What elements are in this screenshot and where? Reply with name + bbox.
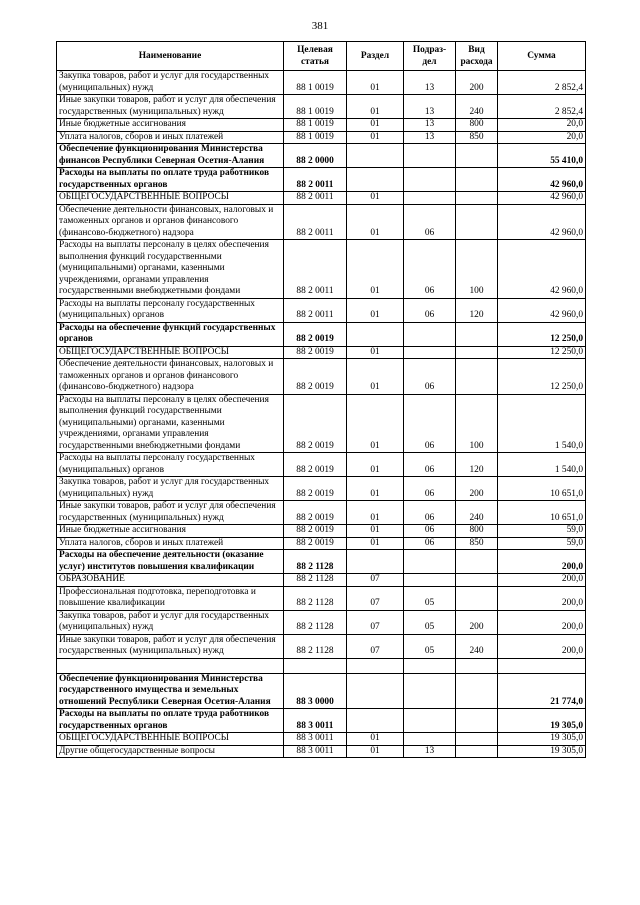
table-row xyxy=(57,168,586,192)
cell-subsection: 13 xyxy=(404,95,456,119)
cell-amount: 42 960,0 xyxy=(498,298,586,322)
cell-expense-kind: 120 xyxy=(456,298,498,322)
cell-name: Закупка товаров, работ и услуг для государственных (муниципальных) нужд xyxy=(57,610,284,634)
cell-amount: 2 852,4 xyxy=(498,71,586,95)
cell-subsection: 05 xyxy=(404,610,456,634)
cell-subsection: 06 xyxy=(404,359,456,395)
cell-amount: 1 540,0 xyxy=(498,394,586,453)
table-body xyxy=(57,71,586,758)
cell-name: ОБРАЗОВАНИЕ xyxy=(57,574,284,587)
cell-subsection xyxy=(404,673,456,709)
table-row xyxy=(57,453,586,477)
cell-target-article: 88 2 0000 xyxy=(284,144,347,168)
cell-section: 01 xyxy=(347,71,404,95)
cell-amount: 20,0 xyxy=(498,119,586,132)
cell-expense-kind xyxy=(456,346,498,359)
cell-amount: 200,0 xyxy=(498,586,586,610)
cell-section: 07 xyxy=(347,634,404,658)
cell-name: ОБЩЕГОСУДАРСТВЕННЫЕ ВОПРОСЫ xyxy=(57,346,284,359)
cell-expense-kind xyxy=(456,709,498,733)
cell-subsection xyxy=(404,346,456,359)
cell-subsection xyxy=(404,168,456,192)
table-row xyxy=(57,574,586,587)
cell-target-article: 88 2 0019 xyxy=(284,322,347,346)
table-row xyxy=(57,346,586,359)
cell-target-article: 88 2 1128 xyxy=(284,610,347,634)
cell-expense-kind: 240 xyxy=(456,501,498,525)
cell-amount: 42 960,0 xyxy=(498,168,586,192)
header-target-article: Целевая статья xyxy=(284,42,347,71)
table-row xyxy=(57,240,586,299)
cell-subsection: 06 xyxy=(404,537,456,550)
cell-section: 01 xyxy=(347,346,404,359)
table-row xyxy=(57,322,586,346)
cell-name: Иные бюджетные ассигнования xyxy=(57,525,284,538)
cell-subsection: 06 xyxy=(404,525,456,538)
budget-table xyxy=(56,41,586,758)
cell-subsection: 06 xyxy=(404,477,456,501)
cell-section: 01 xyxy=(347,394,404,453)
cell-target-article: 88 3 0011 xyxy=(284,745,347,758)
cell-amount: 42 960,0 xyxy=(498,240,586,299)
cell-expense-kind xyxy=(456,322,498,346)
cell-amount: 19 305,0 xyxy=(498,709,586,733)
cell-name: Закупка товаров, работ и услуг для государственных (муниципальных) нужд xyxy=(57,71,284,95)
cell-target-article: 88 2 0019 xyxy=(284,394,347,453)
header-amount: Сумма xyxy=(498,42,586,71)
table-row xyxy=(57,119,586,132)
cell-expense-kind xyxy=(456,144,498,168)
cell-expense-kind: 100 xyxy=(456,394,498,453)
cell-expense-kind: 240 xyxy=(456,634,498,658)
table-header-row xyxy=(57,42,586,71)
cell-name: Иные закупки товаров, работ и услуг для обеспечения государственных (муниципальных) нужд xyxy=(57,634,284,658)
cell-target-article: 88 2 0011 xyxy=(284,204,347,240)
cell-name: Уплата налогов, сборов и иных платежей xyxy=(57,537,284,550)
cell-expense-kind xyxy=(456,359,498,395)
cell-subsection: 06 xyxy=(404,298,456,322)
cell-name: Иные закупки товаров, работ и услуг для обеспечения государственных (муниципальных) нужд xyxy=(57,501,284,525)
table-row xyxy=(57,525,586,538)
table-row xyxy=(57,709,586,733)
table-row xyxy=(57,550,586,574)
cell-expense-kind xyxy=(456,192,498,205)
cell-amount: 59,0 xyxy=(498,525,586,538)
cell-subsection: 06 xyxy=(404,204,456,240)
cell-name: Расходы на выплаты персоналу государственных (муниципальных) органов xyxy=(57,298,284,322)
cell-name: Расходы на выплаты по оплате труда работников государственных органов xyxy=(57,168,284,192)
cell-subsection xyxy=(404,192,456,205)
cell-target-article: 88 3 0000 xyxy=(284,673,347,709)
header-section: Раздел xyxy=(347,42,404,71)
cell-amount: 12 250,0 xyxy=(498,322,586,346)
cell-expense-kind: 200 xyxy=(456,477,498,501)
cell-target-article: 88 2 0019 xyxy=(284,453,347,477)
table-row xyxy=(57,394,586,453)
table-row xyxy=(57,192,586,205)
cell-target-article: 88 2 0019 xyxy=(284,359,347,395)
cell-section: 01 xyxy=(347,240,404,299)
cell-amount: 200,0 xyxy=(498,610,586,634)
cell-name: Расходы на выплаты по оплате труда работников государственных органов xyxy=(57,709,284,733)
cell-subsection: 05 xyxy=(404,586,456,610)
cell-section: 01 xyxy=(347,192,404,205)
cell-target-article: 88 2 1128 xyxy=(284,574,347,587)
cell-target-article: 88 2 0011 xyxy=(284,192,347,205)
cell-section xyxy=(347,709,404,733)
cell-amount: 42 960,0 xyxy=(498,204,586,240)
cell-amount: 12 250,0 xyxy=(498,346,586,359)
table-row xyxy=(57,95,586,119)
cell-subsection: 05 xyxy=(404,634,456,658)
cell-target-article: 88 1 0019 xyxy=(284,95,347,119)
cell-name: Расходы на обеспечение деятельности (оказание услуг) институтов повышения квалификации xyxy=(57,550,284,574)
cell-target-article: 88 1 0019 xyxy=(284,119,347,132)
cell-name: Обеспечение деятельности финансовых, налоговых и таможенных органов и органов финансового (финансово-бюджетного) надзора xyxy=(57,359,284,395)
cell-expense-kind xyxy=(456,168,498,192)
cell-subsection: 06 xyxy=(404,240,456,299)
table-row xyxy=(57,477,586,501)
cell-expense-kind xyxy=(456,733,498,746)
cell-target-article: 88 2 0019 xyxy=(284,501,347,525)
cell-amount: 19 305,0 xyxy=(498,733,586,746)
cell-section: 01 xyxy=(347,477,404,501)
cell-expense-kind: 850 xyxy=(456,131,498,144)
cell-amount: 10 651,0 xyxy=(498,477,586,501)
cell-section: 01 xyxy=(347,525,404,538)
cell-subsection: 13 xyxy=(404,745,456,758)
cell-name: Обеспечение функционирования Министерства финансов Республики Северная Осетия-Алания xyxy=(57,144,284,168)
table-row xyxy=(57,745,586,758)
page-number: 381 xyxy=(311,20,329,32)
cell-expense-kind xyxy=(456,550,498,574)
spacer-cell xyxy=(404,658,456,673)
spacer-cell xyxy=(498,658,586,673)
table-row xyxy=(57,610,586,634)
spacer-cell xyxy=(347,658,404,673)
cell-expense-kind xyxy=(456,673,498,709)
cell-expense-kind xyxy=(456,586,498,610)
cell-subsection: 06 xyxy=(404,394,456,453)
cell-name: Закупка товаров, работ и услуг для государственных (муниципальных) нужд xyxy=(57,477,284,501)
cell-name: Профессиональная подготовка, переподготовка и повышение квалификации xyxy=(57,586,284,610)
cell-expense-kind: 800 xyxy=(456,525,498,538)
cell-expense-kind: 100 xyxy=(456,240,498,299)
cell-name: Иные закупки товаров, работ и услуг для обеспечения государственных (муниципальных) нужд xyxy=(57,95,284,119)
cell-target-article: 88 2 0011 xyxy=(284,298,347,322)
cell-amount: 12 250,0 xyxy=(498,359,586,395)
header-subsection: Подраз-дел xyxy=(404,42,456,71)
cell-section: 01 xyxy=(347,204,404,240)
cell-subsection: 13 xyxy=(404,119,456,132)
table-spacer-row xyxy=(57,658,586,673)
cell-subsection xyxy=(404,709,456,733)
cell-name: ОБЩЕГОСУДАРСТВЕННЫЕ ВОПРОСЫ xyxy=(57,192,284,205)
cell-expense-kind: 120 xyxy=(456,453,498,477)
cell-section xyxy=(347,673,404,709)
cell-subsection xyxy=(404,733,456,746)
table-row xyxy=(57,537,586,550)
cell-section: 01 xyxy=(347,359,404,395)
cell-target-article: 88 2 0011 xyxy=(284,240,347,299)
cell-subsection xyxy=(404,322,456,346)
cell-subsection: 06 xyxy=(404,501,456,525)
table-row xyxy=(57,298,586,322)
cell-section xyxy=(347,168,404,192)
cell-section: 01 xyxy=(347,745,404,758)
table-row xyxy=(57,673,586,709)
cell-amount: 20,0 xyxy=(498,131,586,144)
cell-section xyxy=(347,144,404,168)
cell-section: 07 xyxy=(347,574,404,587)
cell-expense-kind: 800 xyxy=(456,119,498,132)
table-row xyxy=(57,131,586,144)
spacer-cell xyxy=(57,658,284,673)
cell-section: 01 xyxy=(347,298,404,322)
cell-amount: 200,0 xyxy=(498,574,586,587)
cell-amount: 200,0 xyxy=(498,634,586,658)
table-row xyxy=(57,359,586,395)
cell-subsection: 06 xyxy=(404,453,456,477)
cell-amount: 59,0 xyxy=(498,537,586,550)
cell-name: Расходы на выплаты персоналу государственных (муниципальных) органов xyxy=(57,453,284,477)
cell-section: 07 xyxy=(347,586,404,610)
cell-target-article: 88 2 1128 xyxy=(284,634,347,658)
spacer-cell xyxy=(456,658,498,673)
cell-target-article: 88 3 0011 xyxy=(284,733,347,746)
header-expense-kind: Вид расхода xyxy=(456,42,498,71)
cell-amount: 42 960,0 xyxy=(498,192,586,205)
cell-section xyxy=(347,322,404,346)
cell-target-article: 88 3 0011 xyxy=(284,709,347,733)
cell-section: 07 xyxy=(347,610,404,634)
cell-section xyxy=(347,550,404,574)
cell-name: Обеспечение деятельности финансовых, налоговых и таможенных органов и органов финансового (финансово-бюджетного) надзора xyxy=(57,204,284,240)
cell-target-article: 88 2 0011 xyxy=(284,168,347,192)
cell-section: 01 xyxy=(347,501,404,525)
cell-target-article: 88 2 1128 xyxy=(284,550,347,574)
cell-target-article: 88 2 0019 xyxy=(284,537,347,550)
table-row xyxy=(57,586,586,610)
cell-subsection xyxy=(404,144,456,168)
cell-target-article: 88 2 0019 xyxy=(284,477,347,501)
cell-target-article: 88 2 0019 xyxy=(284,346,347,359)
cell-amount: 200,0 xyxy=(498,550,586,574)
cell-amount: 21 774,0 xyxy=(498,673,586,709)
table-row xyxy=(57,501,586,525)
cell-expense-kind xyxy=(456,574,498,587)
cell-section: 01 xyxy=(347,119,404,132)
cell-amount: 10 651,0 xyxy=(498,501,586,525)
table-row xyxy=(57,144,586,168)
table-row xyxy=(57,634,586,658)
cell-expense-kind: 240 xyxy=(456,95,498,119)
table-row xyxy=(57,71,586,95)
cell-amount: 55 410,0 xyxy=(498,144,586,168)
cell-amount: 2 852,4 xyxy=(498,95,586,119)
cell-section: 01 xyxy=(347,537,404,550)
header-name: Наименование xyxy=(57,42,284,71)
cell-subsection: 13 xyxy=(404,131,456,144)
cell-section: 01 xyxy=(347,95,404,119)
cell-expense-kind: 850 xyxy=(456,537,498,550)
cell-target-article: 88 2 1128 xyxy=(284,586,347,610)
cell-target-article: 88 1 0019 xyxy=(284,131,347,144)
cell-subsection xyxy=(404,574,456,587)
cell-name: Обеспечение функционирования Министерства государственного имущества и земельных отношений Республики Северная Осетия-Алания xyxy=(57,673,284,709)
cell-name: Иные бюджетные ассигнования xyxy=(57,119,284,132)
cell-expense-kind: 200 xyxy=(456,610,498,634)
cell-section: 01 xyxy=(347,131,404,144)
cell-name: Расходы на выплаты персоналу в целях обеспечения выполнения функций государственными (муниципальными) органами, казенными учреждениями, органами управления государственными внебюджетными фондами xyxy=(57,394,284,453)
cell-name: Уплата налогов, сборов и иных платежей xyxy=(57,131,284,144)
cell-expense-kind xyxy=(456,204,498,240)
cell-subsection: 13 xyxy=(404,71,456,95)
cell-expense-kind xyxy=(456,745,498,758)
spacer-cell xyxy=(284,658,347,673)
cell-name: Другие общегосударственные вопросы xyxy=(57,745,284,758)
table-row xyxy=(57,204,586,240)
cell-target-article: 88 1 0019 xyxy=(284,71,347,95)
cell-target-article: 88 2 0019 xyxy=(284,525,347,538)
cell-amount: 19 305,0 xyxy=(498,745,586,758)
cell-expense-kind: 200 xyxy=(456,71,498,95)
cell-name: ОБЩЕГОСУДАРСТВЕННЫЕ ВОПРОСЫ xyxy=(57,733,284,746)
cell-subsection xyxy=(404,550,456,574)
cell-name: Расходы на выплаты персоналу в целях обеспечения выполнения функций государственными (муниципальными) органами, казенными учреждениями, органами управления государственными внебюджетными фондами xyxy=(57,240,284,299)
cell-section: 01 xyxy=(347,733,404,746)
cell-amount: 1 540,0 xyxy=(498,453,586,477)
cell-name: Расходы на обеспечение функций государственных органов xyxy=(57,322,284,346)
table-row xyxy=(57,733,586,746)
cell-section: 01 xyxy=(347,453,404,477)
